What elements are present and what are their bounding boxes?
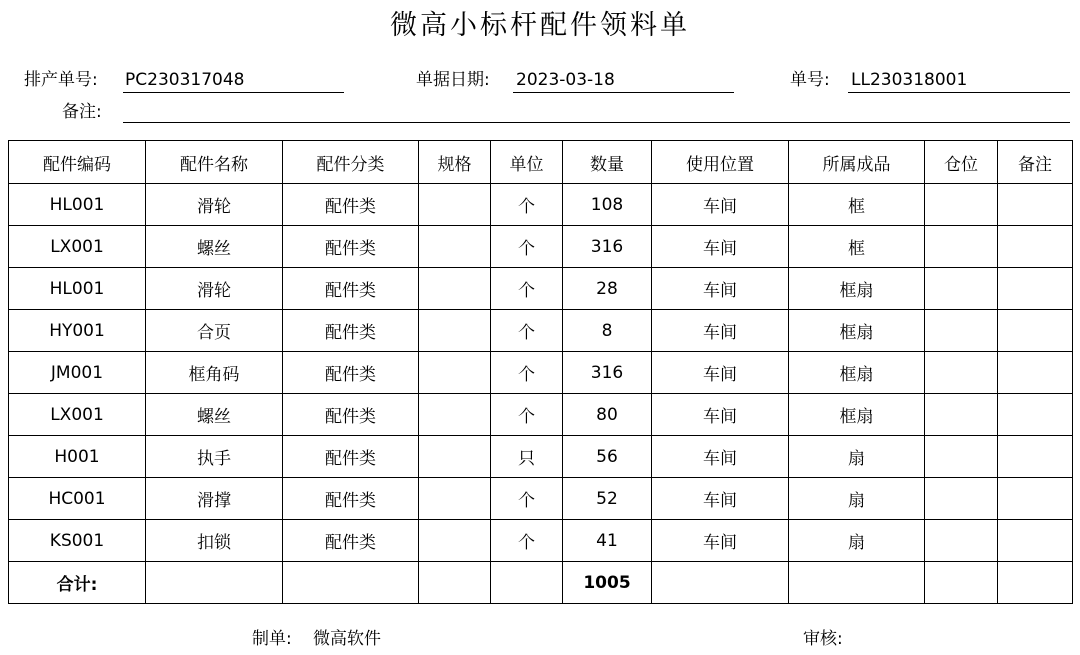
cell-part-category: 配件类 xyxy=(283,478,419,520)
col-header-quantity: 数量 xyxy=(563,141,652,184)
production-no-underline xyxy=(123,92,344,93)
cell-part-category: 配件类 xyxy=(283,436,419,478)
cell-remark xyxy=(998,394,1073,436)
table-header-row xyxy=(9,141,1073,184)
cell-part-name: 滑撑 xyxy=(146,478,283,520)
cell-bin xyxy=(925,184,998,226)
cell-spec xyxy=(419,226,491,268)
cell-part-category: 配件类 xyxy=(283,352,419,394)
cell-quantity: 41 xyxy=(563,520,652,562)
cell-spec xyxy=(419,268,491,310)
cell-part-category: 配件类 xyxy=(283,520,419,562)
cell-usage-location: 车间 xyxy=(652,394,789,436)
cell-bin xyxy=(925,478,998,520)
cell-quantity: 108 xyxy=(563,184,652,226)
col-header-spec: 规格 xyxy=(419,141,491,184)
table-row xyxy=(9,436,1073,478)
remark-underline xyxy=(123,122,1070,123)
cell-remark xyxy=(998,268,1073,310)
cell-usage-location: 车间 xyxy=(652,226,789,268)
order-no-underline xyxy=(848,92,1070,93)
cell-product: 框扇 xyxy=(789,352,925,394)
production-no-label: 排产单号: xyxy=(24,70,98,90)
doc-date-underline xyxy=(513,92,734,93)
cell-unit: 个 xyxy=(491,478,563,520)
cell-spec xyxy=(419,478,491,520)
table-row xyxy=(9,268,1073,310)
cell-unit: 只 xyxy=(491,436,563,478)
col-header-bin: 仓位 xyxy=(925,141,998,184)
cell-part-name: 螺丝 xyxy=(146,226,283,268)
total-cell-unit xyxy=(491,562,563,604)
cell-product: 框扇 xyxy=(789,310,925,352)
cell-part-category: 配件类 xyxy=(283,310,419,352)
table-row xyxy=(9,226,1073,268)
table-row xyxy=(9,394,1073,436)
cell-product: 框扇 xyxy=(789,394,925,436)
cell-spec xyxy=(419,436,491,478)
cell-remark xyxy=(998,310,1073,352)
cell-usage-location: 车间 xyxy=(652,520,789,562)
table-total-row xyxy=(9,562,1073,604)
cell-quantity: 8 xyxy=(563,310,652,352)
cell-quantity: 316 xyxy=(563,352,652,394)
cell-part-name: 框角码 xyxy=(146,352,283,394)
material-requisition-table xyxy=(8,140,1073,604)
col-header-product: 所属成品 xyxy=(789,141,925,184)
cell-spec xyxy=(419,352,491,394)
cell-usage-location: 车间 xyxy=(652,352,789,394)
cell-part-name: 滑轮 xyxy=(146,184,283,226)
cell-usage-location: 车间 xyxy=(652,436,789,478)
total-cell-product xyxy=(789,562,925,604)
table-row xyxy=(9,184,1073,226)
cell-part-code: JM001 xyxy=(9,352,146,394)
cell-part-name: 执手 xyxy=(146,436,283,478)
cell-part-code: HY001 xyxy=(9,310,146,352)
cell-bin xyxy=(925,520,998,562)
total-cell-part-category xyxy=(283,562,419,604)
total-label: 合计: xyxy=(9,562,146,604)
cell-remark xyxy=(998,436,1073,478)
cell-bin xyxy=(925,436,998,478)
col-header-part-code: 配件编码 xyxy=(9,141,146,184)
cell-bin xyxy=(925,268,998,310)
table-row xyxy=(9,478,1073,520)
cell-usage-location: 车间 xyxy=(652,310,789,352)
cell-part-category: 配件类 xyxy=(283,394,419,436)
col-header-usage-location: 使用位置 xyxy=(652,141,789,184)
total-cell-bin xyxy=(925,562,998,604)
cell-quantity: 28 xyxy=(563,268,652,310)
cell-part-category: 配件类 xyxy=(283,184,419,226)
cell-part-name: 合页 xyxy=(146,310,283,352)
cell-quantity: 80 xyxy=(563,394,652,436)
cell-spec xyxy=(419,394,491,436)
cell-bin xyxy=(925,394,998,436)
cell-part-code: LX001 xyxy=(9,226,146,268)
total-cell-quantity: 1005 xyxy=(563,562,652,604)
cell-spec xyxy=(419,520,491,562)
cell-product: 扇 xyxy=(789,520,925,562)
cell-product: 扇 xyxy=(789,436,925,478)
cell-product: 框扇 xyxy=(789,268,925,310)
doc-date-label: 单据日期: xyxy=(416,70,490,90)
col-header-part-name: 配件名称 xyxy=(146,141,283,184)
cell-quantity: 52 xyxy=(563,478,652,520)
cell-product: 框 xyxy=(789,184,925,226)
cell-unit: 个 xyxy=(491,268,563,310)
total-cell-spec xyxy=(419,562,491,604)
total-cell-part-name xyxy=(146,562,283,604)
production-no-value: PC230317048 xyxy=(125,70,245,90)
cell-remark xyxy=(998,520,1073,562)
cell-unit: 个 xyxy=(491,310,563,352)
cell-unit: 个 xyxy=(491,352,563,394)
total-cell-remark xyxy=(998,562,1073,604)
cell-unit: 个 xyxy=(491,184,563,226)
total-cell-usage-location xyxy=(652,562,789,604)
cell-part-name: 螺丝 xyxy=(146,394,283,436)
cell-bin xyxy=(925,310,998,352)
cell-part-name: 滑轮 xyxy=(146,268,283,310)
cell-part-code: HL001 xyxy=(9,268,146,310)
cell-bin xyxy=(925,226,998,268)
cell-spec xyxy=(419,310,491,352)
reviewer-label: 审核: xyxy=(803,629,843,649)
cell-part-name: 扣锁 xyxy=(146,520,283,562)
cell-part-code: H001 xyxy=(9,436,146,478)
cell-part-category: 配件类 xyxy=(283,226,419,268)
order-no-label: 单号: xyxy=(790,70,830,90)
cell-part-category: 配件类 xyxy=(283,268,419,310)
cell-remark xyxy=(998,352,1073,394)
cell-spec xyxy=(419,184,491,226)
order-no-value: LL230318001 xyxy=(851,70,968,90)
cell-quantity: 56 xyxy=(563,436,652,478)
cell-quantity: 316 xyxy=(563,226,652,268)
maker-value: 微高软件 xyxy=(313,629,381,649)
cell-usage-location: 车间 xyxy=(652,184,789,226)
cell-product: 框 xyxy=(789,226,925,268)
maker-label: 制单: xyxy=(252,629,292,649)
col-header-unit: 单位 xyxy=(491,141,563,184)
cell-bin xyxy=(925,352,998,394)
remark-label: 备注: xyxy=(62,102,102,122)
cell-unit: 个 xyxy=(491,520,563,562)
cell-remark xyxy=(998,478,1073,520)
cell-product: 扇 xyxy=(789,478,925,520)
table-row xyxy=(9,352,1073,394)
document-title: 微高小标杆配件领料单 xyxy=(390,10,690,41)
col-header-part-category: 配件分类 xyxy=(283,141,419,184)
cell-unit: 个 xyxy=(491,394,563,436)
table-row xyxy=(9,310,1073,352)
doc-date-value: 2023-03-18 xyxy=(516,70,615,90)
table-row xyxy=(9,520,1073,562)
cell-unit: 个 xyxy=(491,226,563,268)
cell-remark xyxy=(998,184,1073,226)
cell-part-code: KS001 xyxy=(9,520,146,562)
col-header-remark: 备注 xyxy=(998,141,1073,184)
cell-remark xyxy=(998,226,1073,268)
cell-part-code: HL001 xyxy=(9,184,146,226)
cell-usage-location: 车间 xyxy=(652,478,789,520)
cell-usage-location: 车间 xyxy=(652,268,789,310)
cell-part-code: HC001 xyxy=(9,478,146,520)
cell-part-code: LX001 xyxy=(9,394,146,436)
